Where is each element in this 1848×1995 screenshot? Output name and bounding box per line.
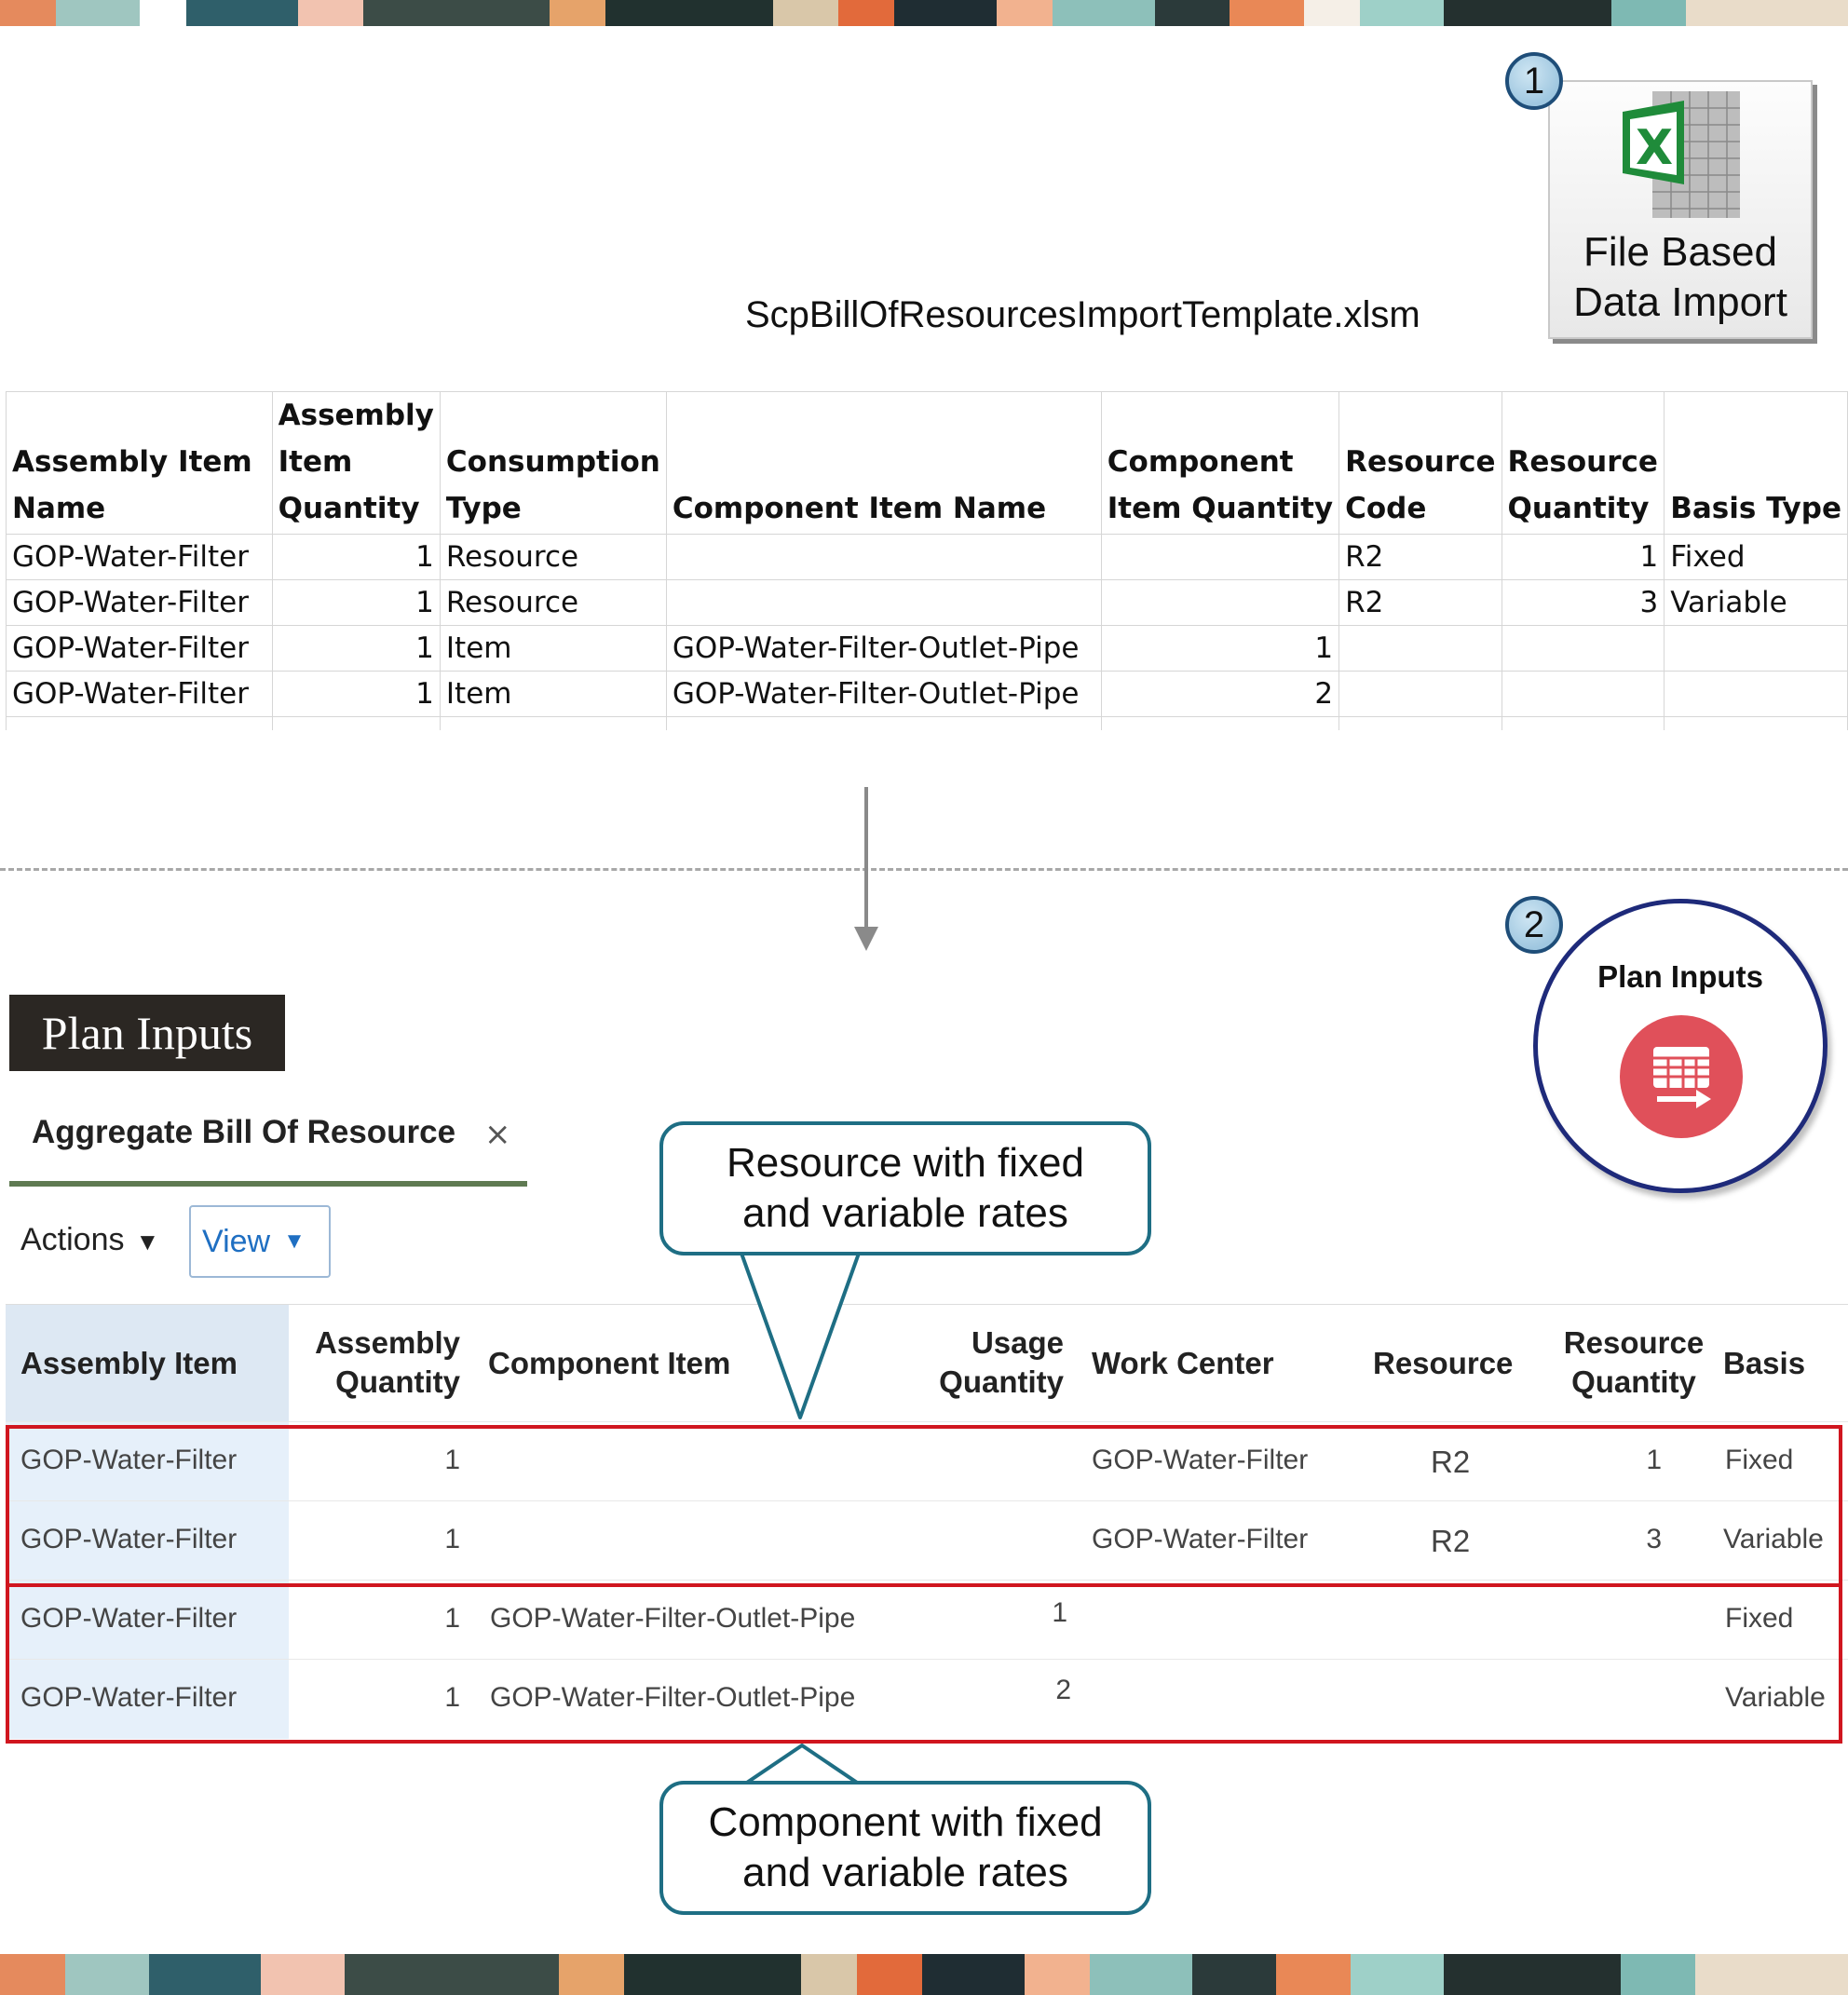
col-header-resource-quantity[interactable] (1552, 1323, 1716, 1402)
cell-component-item-name (666, 580, 1101, 626)
cell-work-center: GOP-Water-Filter (1092, 1524, 1309, 1554)
cell-consumption-type: Item (440, 672, 666, 717)
cell-component-item-name: GOP-Water-Filter-Outlet-Pipe (666, 672, 1101, 717)
cell-consumption-type: Item (440, 626, 666, 672)
page-title: Plan Inputs (9, 995, 285, 1071)
sheet-header-consumption-type (440, 392, 666, 535)
cell-component-item-quantity (1101, 535, 1338, 580)
cell-component-item: GOP-Water-Filter-Outlet-Pipe (490, 1682, 856, 1713)
header-line: Assembly (278, 399, 434, 432)
resource-rows-highlight (6, 1425, 1842, 1587)
header-line: Code (1345, 492, 1427, 525)
cell-resource: R2 (1431, 1524, 1471, 1558)
cell-assembly-item: GOP-Water-Filter (20, 1682, 238, 1713)
cell-assembly-quantity: 1 (444, 1524, 460, 1554)
cell-resource-code (1339, 626, 1502, 672)
cell-basis: Variable (1723, 1524, 1824, 1554)
header-line: Assembly (315, 1325, 460, 1360)
view-menu-button[interactable] (189, 1205, 331, 1278)
sheet-header-resource-quantity (1502, 392, 1665, 535)
empty-cell (1665, 717, 1848, 731)
cell-assembly-item-quantity: 1 (272, 535, 440, 580)
svg-text:X: X (1636, 120, 1674, 176)
header-line: Quantity (939, 1364, 1064, 1399)
header-line: Resource (1345, 445, 1496, 479)
empty-cell (7, 717, 273, 731)
col-header-assembly-item[interactable] (20, 1344, 238, 1383)
empty-cell (1502, 717, 1665, 731)
resource-callout-pointer (736, 1244, 866, 1421)
sheet-header-resource-code (1339, 392, 1502, 535)
actions-label: Actions (20, 1222, 125, 1257)
header-line: Assembly Item (20, 1346, 238, 1380)
plan-inputs-tile[interactable] (1533, 899, 1828, 1193)
cell-basis-type: Variable (1665, 580, 1848, 626)
header-line: Resource (1373, 1346, 1514, 1380)
cell-assembly-quantity: 1 (444, 1682, 460, 1713)
active-tab-indicator (9, 1181, 527, 1187)
cell-resource-quantity: 1 (1646, 1445, 1662, 1475)
sheet-header-assembly-item-name (7, 392, 273, 535)
cell-resource-quantity: 3 (1502, 580, 1665, 626)
plan-inputs-tile-label: Plan Inputs (1597, 959, 1763, 994)
cell-component-item-quantity: 2 (1101, 672, 1338, 717)
cell-basis-type (1665, 672, 1848, 717)
header-line: Quantity (278, 492, 420, 525)
step-badge-2: 2 (1505, 896, 1563, 954)
sheet-header-component-item-name (666, 392, 1101, 535)
header-line: Quantity (1571, 1364, 1696, 1399)
header-line: Consumption (445, 445, 660, 479)
cell-assembly-item-name: GOP-Water-Filter (7, 580, 273, 626)
empty-cell (440, 717, 666, 731)
cell-resource-code (1339, 672, 1502, 717)
cell-usage-quantity: 1 (1052, 1597, 1067, 1628)
cell-assembly-item-name: GOP-Water-Filter (7, 626, 273, 672)
sheet-header-assembly-item-quantity (272, 392, 440, 535)
cell-assembly-item-quantity: 1 (272, 626, 440, 672)
cell-assembly-quantity: 1 (444, 1445, 460, 1475)
header-line: Assembly Item (12, 445, 252, 479)
empty-cell (1101, 717, 1338, 731)
sheet-row (7, 672, 1848, 717)
header-line: Usage (971, 1325, 1064, 1360)
header-line: Basis Type (1670, 492, 1841, 525)
header-line: Component (1107, 445, 1294, 479)
callout-line: Component with fixed (708, 1799, 1103, 1845)
decorative-bottom-band (0, 1954, 1848, 1995)
step-badge-1: 1 (1505, 52, 1563, 110)
empty-cell (1339, 717, 1502, 731)
sheet-header-basis-type (1665, 392, 1848, 535)
sheet-row (7, 626, 1848, 672)
sheet-header-row (7, 392, 1848, 535)
import-template-sheet (6, 391, 1848, 730)
caret-down-icon: ▼ (135, 1228, 160, 1255)
cell-resource-quantity: 3 (1646, 1524, 1662, 1554)
component-rows-highlight (6, 1583, 1842, 1744)
header-line: Name (12, 492, 106, 525)
cell-assembly-item: GOP-Water-Filter (20, 1603, 238, 1634)
actions-menu[interactable] (20, 1222, 159, 1258)
header-line: Quantity (335, 1364, 460, 1399)
fbdi-label-line2: Data Import (1573, 279, 1787, 325)
cell-consumption-type: Resource (440, 535, 666, 580)
sheet-row-empty (7, 717, 1848, 731)
table-arrow-icon (1620, 1015, 1743, 1138)
cell-assembly-item-name: GOP-Water-Filter (7, 672, 273, 717)
cell-assembly-item: GOP-Water-Filter (20, 1524, 238, 1554)
template-file-name: ScpBillOfResourcesImportTemplate.xlsm (745, 294, 1420, 335)
component-callout (659, 1781, 1151, 1915)
header-line: Basis (1723, 1346, 1806, 1380)
col-header-resource[interactable] (1373, 1344, 1513, 1383)
cell-assembly-item: GOP-Water-Filter (20, 1445, 238, 1475)
cell-component-item: GOP-Water-Filter-Outlet-Pipe (490, 1603, 856, 1634)
header-line: Resource (1507, 445, 1658, 479)
cell-resource-code: R2 (1339, 580, 1502, 626)
view-label: View (202, 1223, 271, 1259)
cell-basis: Variable (1725, 1682, 1826, 1713)
header-line: Quantity (1507, 492, 1650, 525)
cell-resource-quantity (1502, 672, 1665, 717)
cell-basis: Fixed (1725, 1603, 1794, 1634)
header-line: Item (278, 445, 353, 479)
cell-basis-type (1665, 626, 1848, 672)
cell-basis: Fixed (1725, 1445, 1794, 1475)
cell-component-item-name: GOP-Water-Filter-Outlet-Pipe (666, 626, 1101, 672)
header-line: Resource (1563, 1325, 1705, 1360)
cell-assembly-item-quantity: 1 (272, 672, 440, 717)
table-header-row (6, 1304, 1848, 1422)
sheet-row (7, 535, 1848, 580)
callout-line: and variable rates (742, 1850, 1068, 1895)
excel-icon (1617, 88, 1747, 227)
cell-component-item-name (666, 535, 1101, 580)
cell-resource-quantity (1502, 626, 1665, 672)
cell-work-center: GOP-Water-Filter (1092, 1445, 1309, 1475)
empty-cell (666, 717, 1101, 731)
fbdi-label-line1: File Based (1583, 229, 1777, 275)
cell-component-item-quantity: 1 (1101, 626, 1338, 672)
section-divider (0, 868, 1848, 871)
col-header-work-center[interactable] (1092, 1344, 1274, 1383)
cell-assembly-item-name: GOP-Water-Filter (7, 535, 273, 580)
cell-assembly-quantity: 1 (444, 1603, 460, 1634)
cell-resource: R2 (1431, 1445, 1471, 1479)
col-header-usage-quantity[interactable] (900, 1323, 1064, 1402)
tab-aggregate-bill-of-resource[interactable]: Aggregate Bill Of Resource (32, 1114, 456, 1150)
cell-usage-quantity: 2 (1055, 1675, 1071, 1705)
cell-assembly-item-quantity: 1 (272, 580, 440, 626)
header-line: Type (445, 492, 522, 525)
close-icon[interactable]: × (484, 1116, 511, 1153)
empty-cell (272, 717, 440, 731)
header-line: Item Quantity (1107, 492, 1334, 525)
cell-resource-code: R2 (1339, 535, 1502, 580)
header-line: Component Item Name (672, 492, 1047, 525)
sheet-row (7, 580, 1848, 626)
file-based-data-import-tile[interactable] (1548, 80, 1813, 339)
decorative-top-band (0, 0, 1848, 26)
callout-line: and variable rates (742, 1190, 1068, 1236)
header-line: Work Center (1092, 1346, 1274, 1380)
cell-resource-quantity: 1 (1502, 535, 1665, 580)
caret-down-icon: ▼ (283, 1228, 306, 1254)
col-header-assembly-quantity[interactable] (300, 1323, 460, 1402)
cell-basis-type: Fixed (1665, 535, 1848, 580)
down-arrow-icon (852, 787, 880, 955)
col-header-component-item[interactable] (488, 1344, 730, 1383)
col-header-basis[interactable] (1723, 1344, 1805, 1383)
callout-line: Resource with fixed (727, 1140, 1084, 1186)
cell-component-item-quantity (1101, 580, 1338, 626)
sheet-header-component-item-quantity (1101, 392, 1338, 535)
resource-callout (659, 1121, 1151, 1255)
cell-consumption-type: Resource (440, 580, 666, 626)
header-line: Component Item (488, 1346, 731, 1380)
